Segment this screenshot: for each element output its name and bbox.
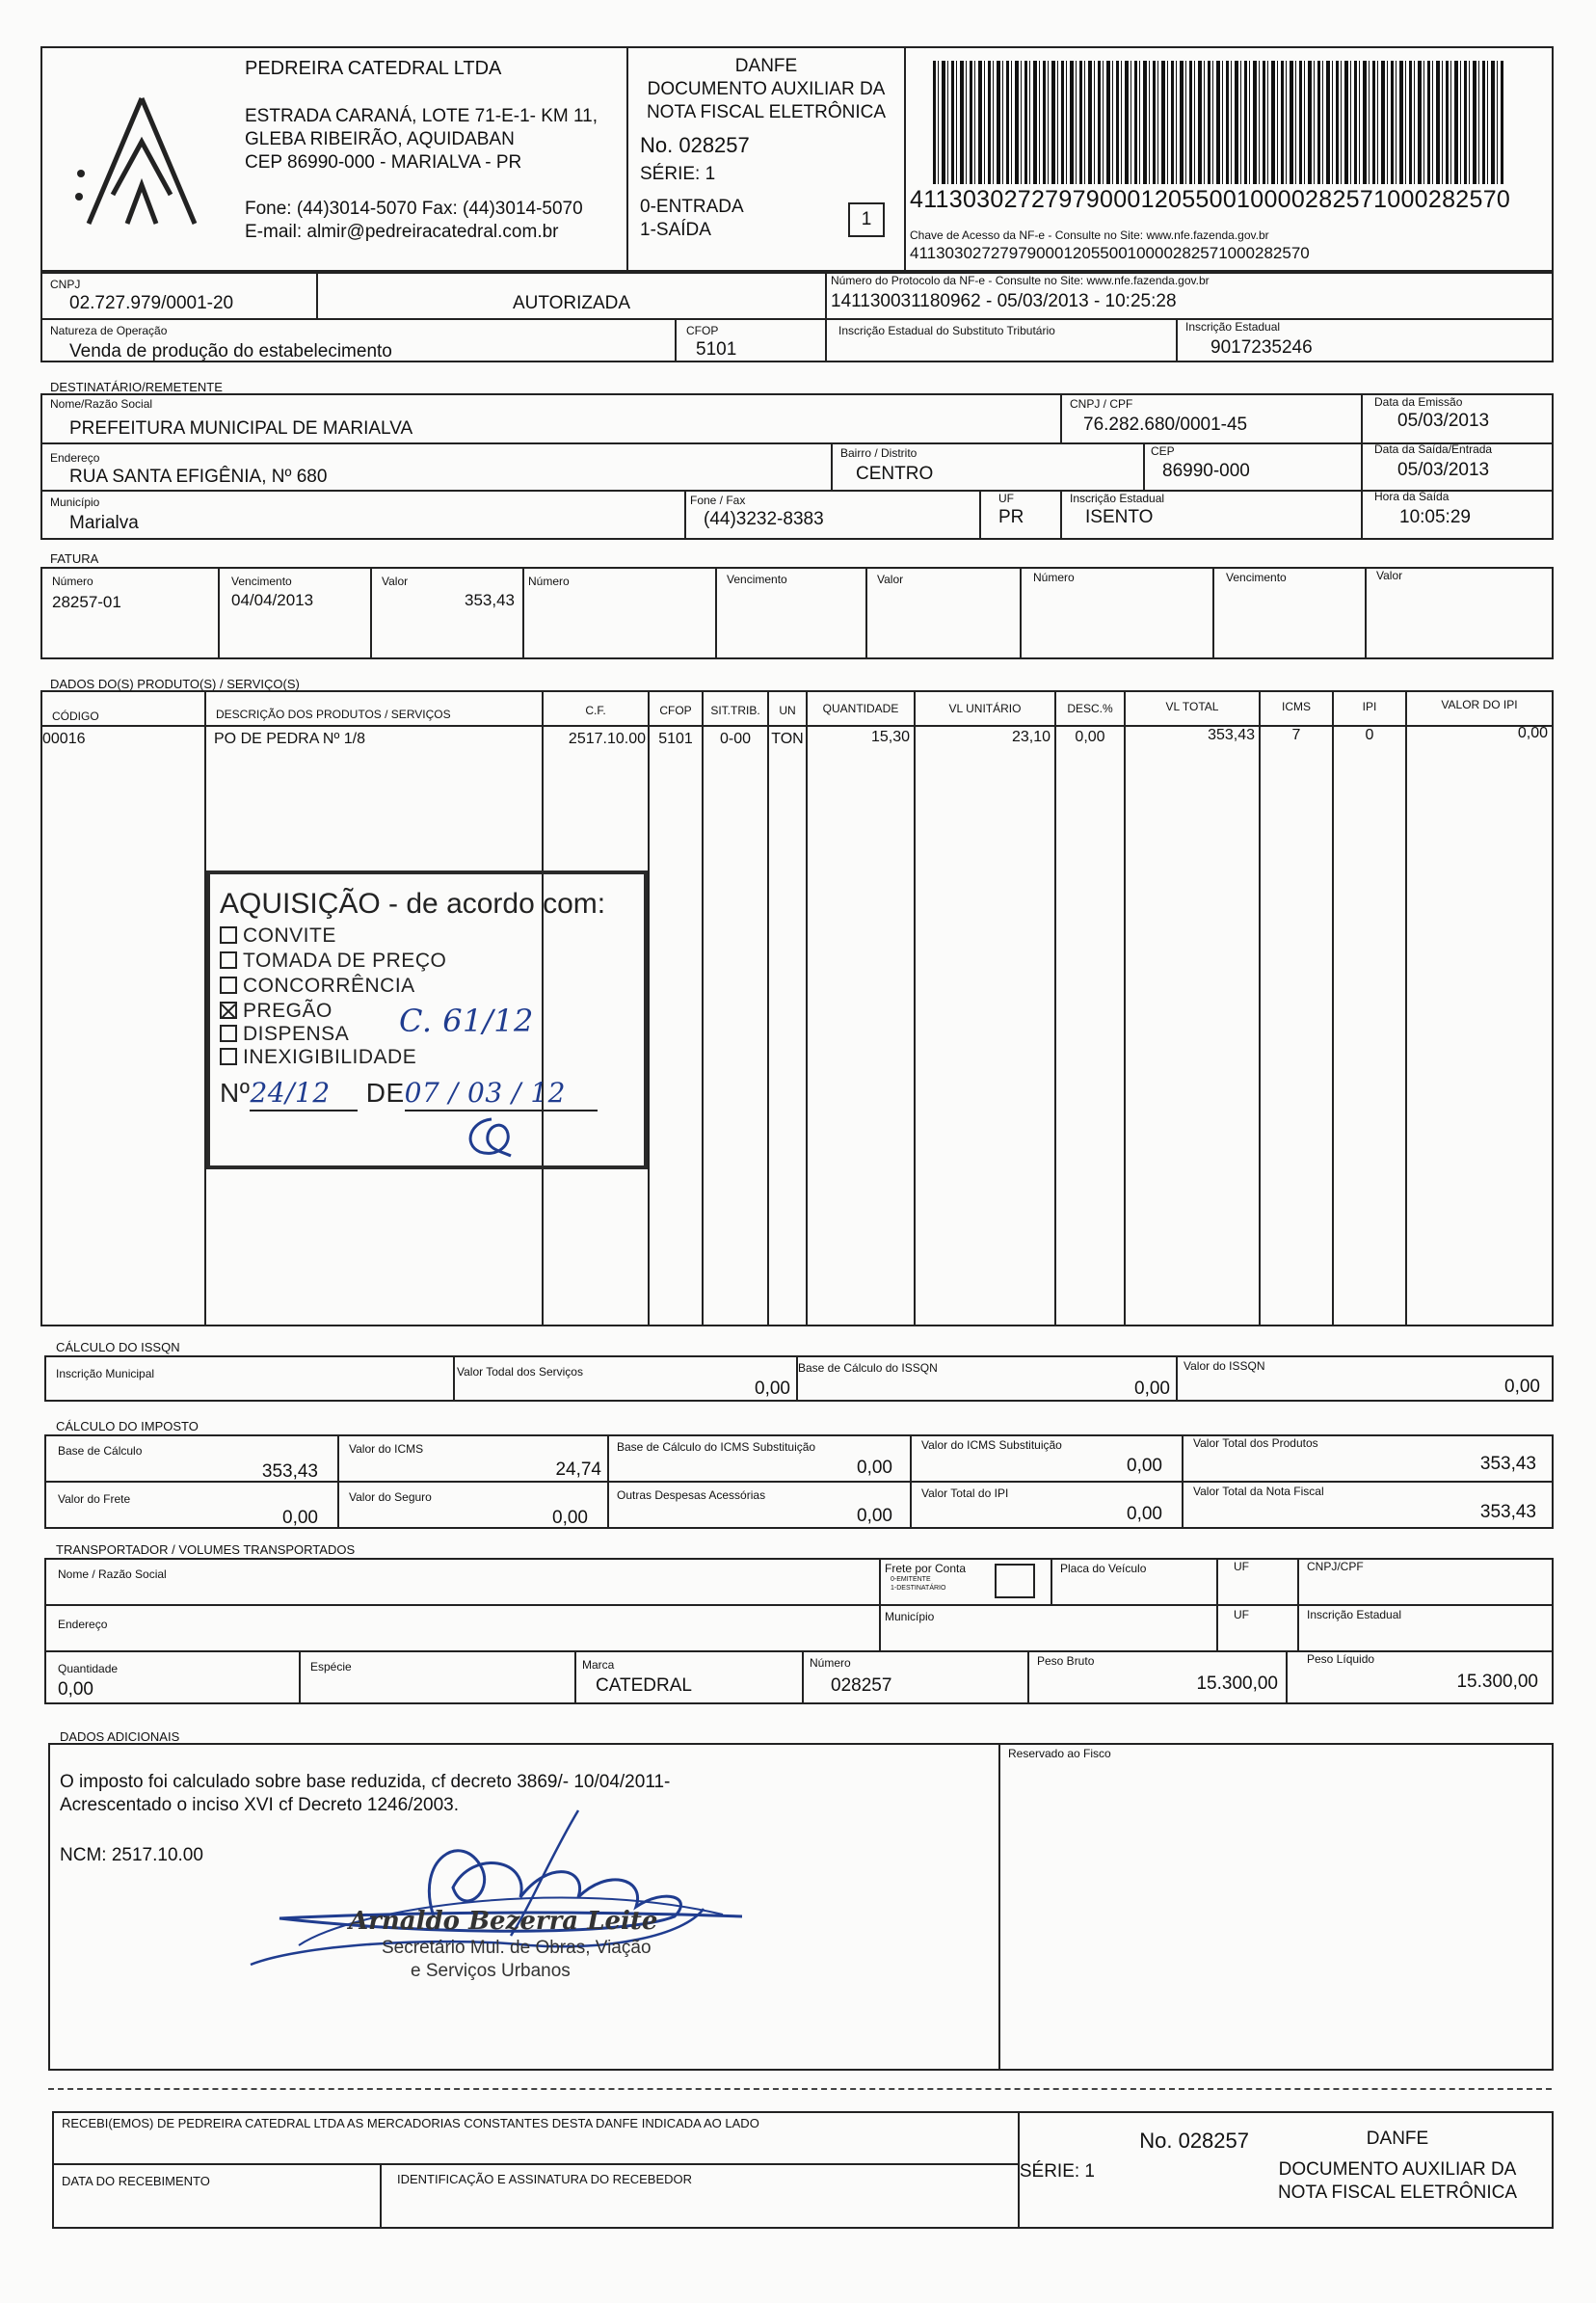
fisco-label: Reservado ao Fisco <box>1008 1747 1111 1760</box>
invoice-value-label-2: Valor <box>877 573 904 586</box>
transport-brand: CATEDRAL <box>596 1675 692 1696</box>
checkbox-icon <box>220 926 237 944</box>
row-total: 353,43 <box>1208 727 1255 743</box>
invoice-value-label-3: Valor <box>1376 569 1403 582</box>
transport-plate-label: Placa do Veículo <box>1060 1562 1147 1575</box>
signer-name: Arnaldo Bezerra Leite <box>349 1907 658 1936</box>
transport-net: 15.300,00 <box>1456 1672 1538 1692</box>
recipient-ie-value: ISENTO <box>1085 507 1154 527</box>
cnpj-label: CNPJ <box>50 278 81 291</box>
col-ipi-value: VALOR DO IPI <box>1441 698 1518 711</box>
access-key-small: 41130302727979000120550010000282571000282570 <box>910 244 1310 262</box>
city-label: Município <box>50 495 100 509</box>
signer-role1: Secretário Mul. de Obras, Viação <box>382 1938 652 1958</box>
checkbox-icon <box>220 977 237 994</box>
stamp-option-pregao: PREGÃO <box>220 1000 332 1023</box>
transport-freight-opt2: 1-DESTINATÁRIO <box>891 1585 946 1592</box>
invoice-due-label-2: Vencimento <box>727 573 787 586</box>
tax-icms-st-label: Valor do ICMS Substituição <box>921 1438 1062 1452</box>
additional-section: DADOS ADICIONAIS <box>60 1729 180 1744</box>
row-sit: 0-00 <box>719 731 752 747</box>
nature-value: Venda de produção do estabelecimento <box>69 341 392 362</box>
receipt-series: SÉRIE: 1 <box>1019 2161 1095 2182</box>
receipt-danfe-sub1: DOCUMENTO AUXILIAR DA <box>1278 2159 1517 2180</box>
col-unit: VL UNITÁRIO <box>948 702 1022 715</box>
stamp-option-tomada: TOMADA DE PREÇO <box>220 950 446 973</box>
exit-date-label: Data da Saída/Entrada <box>1374 442 1493 456</box>
tax-ipi-label: Valor Total do IPI <box>921 1486 1009 1500</box>
row-code: 00016 <box>42 731 86 747</box>
recipient-ie-label: Inscrição Estadual <box>1070 492 1165 505</box>
cfop-value: 5101 <box>696 339 737 360</box>
danfe-type-value: 1 <box>861 209 872 229</box>
ie-st-label: Inscrição Estadual do Substituto Tributário <box>838 324 1055 337</box>
transport-section: TRANSPORTADOR / VOLUMES TRANSPORTADOS <box>56 1542 356 1557</box>
stamp-option-inexigibilidade: INEXIGIBILIDADE <box>220 1046 416 1069</box>
receipt-date-label: DATA DO RECEBIMENTO <box>62 2174 210 2188</box>
row-un: TON <box>771 731 804 747</box>
stamp-option-dispensa: DISPENSA <box>220 1023 349 1046</box>
transport-net-label: Peso Líquido <box>1307 1652 1375 1666</box>
emitter-address1: ESTRADA CARANÁ, LOTE 71-E-1- KM 11, <box>245 106 598 126</box>
stamp-option-concorrencia: CONCORRÊNCIA <box>220 975 415 998</box>
tax-other: 0,00 <box>857 1506 892 1526</box>
transport-gross-label: Peso Bruto <box>1037 1654 1095 1668</box>
protocol-value: 141130031180962 - 05/03/2013 - 10:25:28 <box>831 291 1177 311</box>
recipient-cnpj-label: CNPJ / CPF <box>1070 397 1133 411</box>
row-unit: 23,10 <box>1011 729 1051 745</box>
tax-base-st-label: Base de Cálculo do ICMS Substituição <box>617 1440 816 1454</box>
additional-ncm: NCM: 2517.10.00 <box>60 1845 203 1865</box>
recipient-name-label: Nome/Razão Social <box>50 397 153 411</box>
issqn-base-label: Base de Cálculo do ISSQN <box>798 1361 938 1375</box>
transport-qty: 0,00 <box>58 1679 93 1700</box>
issqn-base: 0,00 <box>1134 1379 1170 1399</box>
danfe-series: SÉRIE: 1 <box>640 164 716 184</box>
invoice-number-label-2: Número <box>528 575 570 588</box>
col-cfop: CFOP <box>659 704 692 717</box>
invoice-number: 28257-01 <box>52 593 121 611</box>
status-value: AUTORIZADA <box>512 293 631 313</box>
district-label: Bairro / Distrito <box>840 446 918 460</box>
uf-label: UF <box>998 492 1014 505</box>
stamp-date: 07 / 03 / 12 <box>405 1077 598 1111</box>
receipt-danfe-sub2: NOTA FISCAL ELETRÔNICA <box>1277 2182 1518 2203</box>
stamp-option-convite: CONVITE <box>220 924 336 948</box>
tax-products: 353,43 <box>1479 1454 1536 1474</box>
transport-qty-label: Quantidade <box>58 1662 119 1675</box>
signer-role2: e Serviços Urbanos <box>411 1961 571 1981</box>
uf-value: PR <box>998 507 1024 527</box>
emission-label: Data da Emissão <box>1374 395 1463 409</box>
col-desc: DESCRIÇÃO DOS PRODUTOS / SERVIÇOS <box>216 708 451 721</box>
invoice-due-label-3: Vencimento <box>1226 571 1287 584</box>
receipt-ident-label: IDENTIFICAÇÃO E ASSINATURA DO RECEBEDOR <box>397 2172 693 2186</box>
acquisition-stamp <box>206 870 648 1169</box>
danfe-subtitle2: NOTA FISCAL ELETRÔNICA <box>646 102 887 122</box>
tax-ipi: 0,00 <box>1127 1504 1162 1524</box>
stamp-number-line: Nº24/12 DE07 / 03 / 12 <box>220 1077 598 1111</box>
tax-insurance-label: Valor do Seguro <box>349 1490 432 1504</box>
col-ipi: IPI <box>1362 700 1377 713</box>
additional-text2: Acrescentado o inciso XVI cf Decreto 1246/2003. <box>60 1795 460 1815</box>
access-key-barcode <box>933 61 1503 184</box>
district-value: CENTRO <box>856 464 934 484</box>
issqn-value-label: Valor do ISSQN <box>1184 1359 1265 1373</box>
row-qty: 15,30 <box>870 729 910 745</box>
row-disc: 0,00 <box>1075 729 1105 745</box>
invoice-value-label: Valor <box>382 575 409 588</box>
col-cf: C.F. <box>585 704 606 717</box>
invoice-number-label-3: Número <box>1033 571 1075 584</box>
tax-icms-st: 0,00 <box>1127 1456 1162 1476</box>
emitter-name: PEDREIRA CATEDRAL LTDA <box>245 58 502 79</box>
danfe-subtitle1: DOCUMENTO AUXILIAR DA <box>647 79 886 99</box>
transport-freight-box <box>995 1564 1035 1598</box>
emission-value: 05/03/2013 <box>1397 411 1490 431</box>
tax-freight-label: Valor do Frete <box>58 1492 131 1506</box>
receipt-danfe: DANFE <box>1366 2129 1429 2149</box>
company-logo <box>69 89 214 233</box>
danfe-entry: 0-ENTRADA <box>640 197 744 217</box>
cep-label: CEP <box>1151 444 1175 458</box>
tax-icms: 24,74 <box>555 1459 601 1480</box>
additional-text1: O imposto foi calculado sobre base reduzida, cf decreto 3869/- 10/04/2011- <box>60 1772 671 1792</box>
cnpj-value: 02.727.979/0001-20 <box>69 293 234 313</box>
transport-ie-label: Inscrição Estadual <box>1307 1608 1402 1621</box>
emitter-address3: CEP 86990-000 - MARIALVA - PR <box>245 152 522 173</box>
transport-brand-label: Marca <box>582 1658 615 1672</box>
issqn-ie-label: Inscrição Municipal <box>56 1367 155 1380</box>
invoice-section: FATURA <box>50 551 99 566</box>
exit-date-value: 05/03/2013 <box>1397 460 1490 480</box>
col-total: VL TOTAL <box>1165 700 1219 713</box>
stamp-pregao-ref: C. 61/12 <box>399 1003 534 1039</box>
transport-address-label: Endereço <box>58 1618 108 1631</box>
emitter-phone: Fone: (44)3014-5070 Fax: (44)3014-5070 <box>245 199 583 219</box>
receipt-number: No. 028257 <box>1139 2129 1249 2153</box>
danfe-title: DANFE <box>734 56 798 76</box>
row-cfop: 5101 <box>658 731 693 747</box>
col-icms: ICMS <box>1282 700 1311 713</box>
checkbox-checked-icon <box>220 1002 237 1019</box>
tax-section: CÁLCULO DO IMPOSTO <box>56 1419 199 1433</box>
transport-uf-label-2: UF <box>1234 1608 1249 1621</box>
city-value: Marialva <box>69 513 139 533</box>
tax-base: 353,43 <box>261 1461 318 1482</box>
protocol-label: Número do Protocolo da NF-e - Consulte no Site: www.nfe.fazenda.gov.br <box>831 274 1210 287</box>
transport-city-label: Município <box>885 1610 935 1623</box>
tax-invoice-total: 353,43 <box>1479 1502 1536 1522</box>
tax-products-label: Valor Total dos Produtos <box>1193 1436 1318 1450</box>
tax-other-label: Outras Despesas Acessórias <box>617 1488 766 1502</box>
row-ipi: 0 <box>1365 727 1374 743</box>
recipient-name: PREFEITURA MUNICIPAL DE MARIALVA <box>69 418 413 439</box>
exit-time-value: 10:05:29 <box>1399 507 1471 527</box>
row-icms: 7 <box>1291 727 1301 743</box>
transport-species-label: Espécie <box>310 1660 352 1674</box>
issqn-section: CÁLCULO DO ISSQN <box>56 1340 180 1354</box>
invoice-number-label: Número <box>52 575 93 588</box>
stamp-initials-signature <box>453 1113 530 1162</box>
receipt-text: RECEBI(EMOS) DE PEDREIRA CATEDRAL LTDA AS MERCADORIAS CONSTANTES DESTA DANFE INDICADA AO LADO <box>62 2116 759 2130</box>
access-key: 41130302727979000120550010000282571000282570 <box>910 186 1511 213</box>
cut-line <box>48 2088 1552 2090</box>
danfe-number: No. 028257 <box>640 133 750 157</box>
stamp-number: 24/12 <box>250 1077 358 1111</box>
danfe-exit: 1-SAÍDA <box>640 220 711 240</box>
col-un: UN <box>779 704 796 717</box>
tax-base-label: Base de Cálculo <box>58 1444 143 1458</box>
tax-invoice-total-label: Valor Total da Nota Fiscal <box>1193 1485 1324 1498</box>
transport-number-label: Número <box>810 1656 851 1670</box>
tax-icms-label: Valor do ICMS <box>349 1442 424 1456</box>
cep-value: 86990-000 <box>1162 461 1250 481</box>
issqn-services-label: Valor Todal dos Serviços <box>457 1365 583 1379</box>
col-qty: QUANTIDADE <box>822 702 899 715</box>
access-consult-label: Chave de Acesso da NF-e - Consulte no Site: www.nfe.fazenda.gov.br <box>910 228 1269 242</box>
tax-freight: 0,00 <box>282 1508 318 1528</box>
ie-value: 9017235246 <box>1210 337 1313 358</box>
transport-name-label: Nome / Razão Social <box>58 1567 167 1581</box>
stamp-title: AQUISIÇÃO - de acordo com: <box>220 888 606 920</box>
invoice-value: 353,43 <box>465 591 515 609</box>
cfop-label: CFOP <box>686 324 719 337</box>
col-disc: DESC.% <box>1067 702 1113 715</box>
tax-insurance: 0,00 <box>552 1508 588 1528</box>
emitter-email: E-mail: almir@pedreiracatedral.com.br <box>245 222 559 242</box>
address-label: Endereço <box>50 451 100 465</box>
recipient-section: DESTINATÁRIO/REMETENTE <box>50 380 223 394</box>
invoice-due-label: Vencimento <box>231 575 292 588</box>
phone-label: Fone / Fax <box>690 494 746 507</box>
transport-number: 028257 <box>831 1675 892 1696</box>
issqn-services: 0,00 <box>755 1379 790 1399</box>
transport-gross: 15.300,00 <box>1196 1674 1278 1694</box>
nature-label: Natureza de Operação <box>50 324 168 337</box>
recipient-cnpj: 76.282.680/0001-45 <box>1083 415 1248 435</box>
exit-time-label: Hora da Saída <box>1374 490 1450 503</box>
transport-freight-label: Frete por Conta <box>885 1562 967 1575</box>
col-sit: SIT.TRIB. <box>710 704 760 717</box>
invoice-due: 04/04/2013 <box>231 591 314 609</box>
emitter-address2: GLEBA RIBEIRÃO, AQUIDABAN <box>245 129 515 149</box>
transport-freight-opt1: 0-EMITENTE <box>891 1576 931 1583</box>
phone-value: (44)3232-8383 <box>704 509 824 529</box>
col-code: CÓDIGO <box>52 710 99 723</box>
row-ipi-value: 0,00 <box>1517 725 1548 741</box>
ie-label: Inscrição Estadual <box>1185 320 1281 334</box>
checkbox-icon <box>220 1048 237 1065</box>
tax-base-st: 0,00 <box>857 1458 892 1478</box>
products-section: DADOS DO(S) PRODUTO(S) / SERVIÇO(S) <box>50 677 300 691</box>
address-value: RUA SANTA EFIGÊNIA, Nº 680 <box>69 467 328 487</box>
transport-cnpj-label: CNPJ/CPF <box>1307 1560 1364 1573</box>
transport-uf-label: UF <box>1234 1560 1249 1573</box>
row-cf: 2517.10.00 <box>568 731 646 747</box>
issqn-value: 0,00 <box>1504 1377 1540 1397</box>
checkbox-icon <box>220 951 237 969</box>
checkbox-icon <box>220 1025 237 1042</box>
row-desc: PO DE PEDRA Nº 1/8 <box>214 731 366 747</box>
